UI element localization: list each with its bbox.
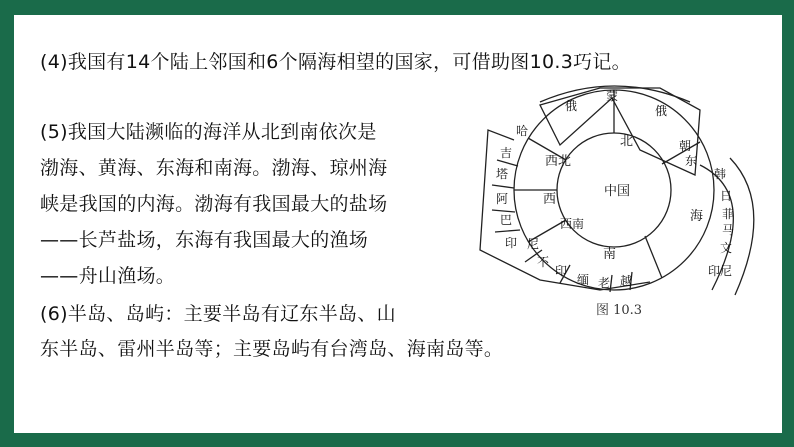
neighbor-11: 尼 <box>527 237 540 251</box>
sea-neighbor-5: 印尼 <box>708 264 733 278</box>
sea-neighbor-3: 马 <box>722 223 735 237</box>
item-5-line-3: 峡是我国的内海。渤海有我国最大的盐场 <box>40 193 388 215</box>
neighbor-14: 缅 <box>577 273 590 287</box>
item-4-text: (4)我国有14个陆上邻国和6个隔海相望的国家，可借助图10.3巧记。 <box>40 51 631 73</box>
sea-neighbor-0: 韩 <box>714 167 727 181</box>
item-5-line-5: ——舟山渔场。 <box>40 265 176 287</box>
figure-dir-southwest: 西南 <box>560 217 585 231</box>
neighbor-6: 吉 <box>500 146 513 160</box>
item-5-line-1: (5)我国大陆濒临的海洋从北到南依次是 <box>40 121 377 143</box>
figure-dir-south: 南 <box>603 247 617 262</box>
item-6-line-1: (6)半岛、岛屿：主要半岛有辽东半岛、山 <box>40 303 396 325</box>
neighbor-13: 印 <box>555 264 568 278</box>
figure-dir-west: 西 <box>543 192 557 207</box>
item-6-line-2: 东半岛、雷州半岛等；主要岛屿有台湾岛、海南岛等。 <box>40 338 504 360</box>
sea-label: 海 <box>690 209 704 224</box>
figure-dir-northwest: 西北 <box>545 154 572 169</box>
neighbor-10: 印 <box>505 236 518 250</box>
neighbor-4: 东 <box>685 154 698 168</box>
neighbor-16: 越 <box>620 274 633 288</box>
neighbor-3: 朝 <box>679 139 692 153</box>
figure-dir-north: 北 <box>620 134 634 149</box>
neighbor-2: 俄 <box>655 104 668 118</box>
neighbor-0: 俄 <box>565 99 578 113</box>
neighbor-5: 哈 <box>516 124 529 138</box>
figure-caption: 图 10.3 <box>596 303 643 318</box>
neighbor-7: 塔 <box>496 167 509 181</box>
item-5-line-4: ——长芦盐场，东海有我国最大的渔场 <box>40 229 369 251</box>
neighbor-15: 老 <box>598 276 611 290</box>
sea-neighbor-4: 文 <box>720 241 733 255</box>
sea-neighbor-1: 日 <box>720 189 733 203</box>
figure-center-label: 中国 <box>604 184 631 199</box>
neighbor-8: 阿 <box>496 192 509 206</box>
neighbor-12: 不 <box>537 255 550 269</box>
sea-neighbor-2: 菲 <box>722 207 735 221</box>
neighbor-1: 蒙 <box>606 89 619 103</box>
item-5-line-2: 渤海、黄海、东海和南海。渤海、琼州海 <box>40 157 388 179</box>
neighbor-9: 巴 <box>500 213 513 227</box>
